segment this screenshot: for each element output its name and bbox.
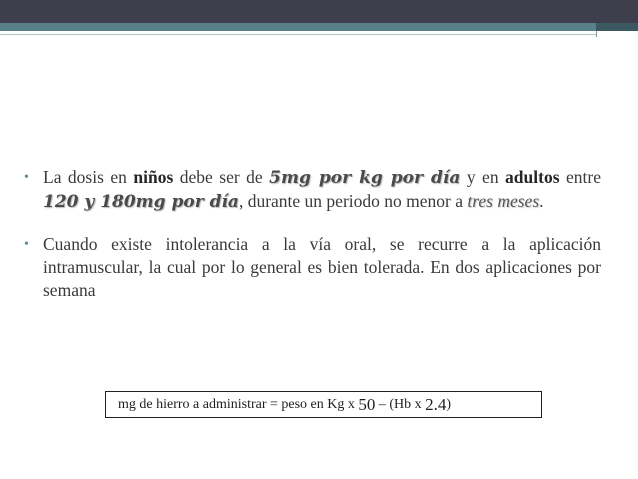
text-children: niños [133, 167, 174, 187]
formula-text: ) [446, 396, 452, 412]
header-accent-bar [0, 23, 638, 31]
text-intramuscular: Cuando existe intolerancia a la vía oral, se recurre a la aplicación intramuscular, la cual por lo general es bien tolerada. En dos aplicaciones por semana [43, 234, 601, 300]
text-segment: debe ser de [173, 167, 270, 187]
formula-text: – (Hb x [375, 396, 426, 412]
formula-factor: 50 [358, 394, 376, 414]
text-segment: y en [460, 167, 506, 187]
text-adult-dose: 120 y 180mg por día [43, 192, 239, 212]
bullet-dot-icon: • [24, 237, 29, 252]
header-bar [0, 0, 638, 23]
text-segment: . [539, 191, 544, 211]
formula-box [105, 391, 542, 418]
bullet-intramuscular [23, 233, 601, 302]
slide-body [23, 166, 601, 302]
text-segment: La dosis en [43, 167, 134, 187]
header-accent-corner [596, 23, 638, 31]
bullet-dosage [23, 166, 601, 214]
text-adults: adultos [505, 167, 560, 187]
formula-coefficient: 2.4 [425, 394, 447, 414]
text-segment: entre [559, 167, 601, 187]
header-rule-tick [596, 31, 597, 37]
formula-text: mg de hierro a administrar = peso en Kg x [118, 396, 359, 412]
text-child-dose: 5mg por kg por día [269, 168, 461, 188]
header-rule [0, 34, 596, 35]
text-segment: , durante un periodo no menor a [238, 191, 468, 211]
text-duration: tres meses [467, 191, 540, 211]
bullet-dot-icon: • [24, 170, 29, 185]
